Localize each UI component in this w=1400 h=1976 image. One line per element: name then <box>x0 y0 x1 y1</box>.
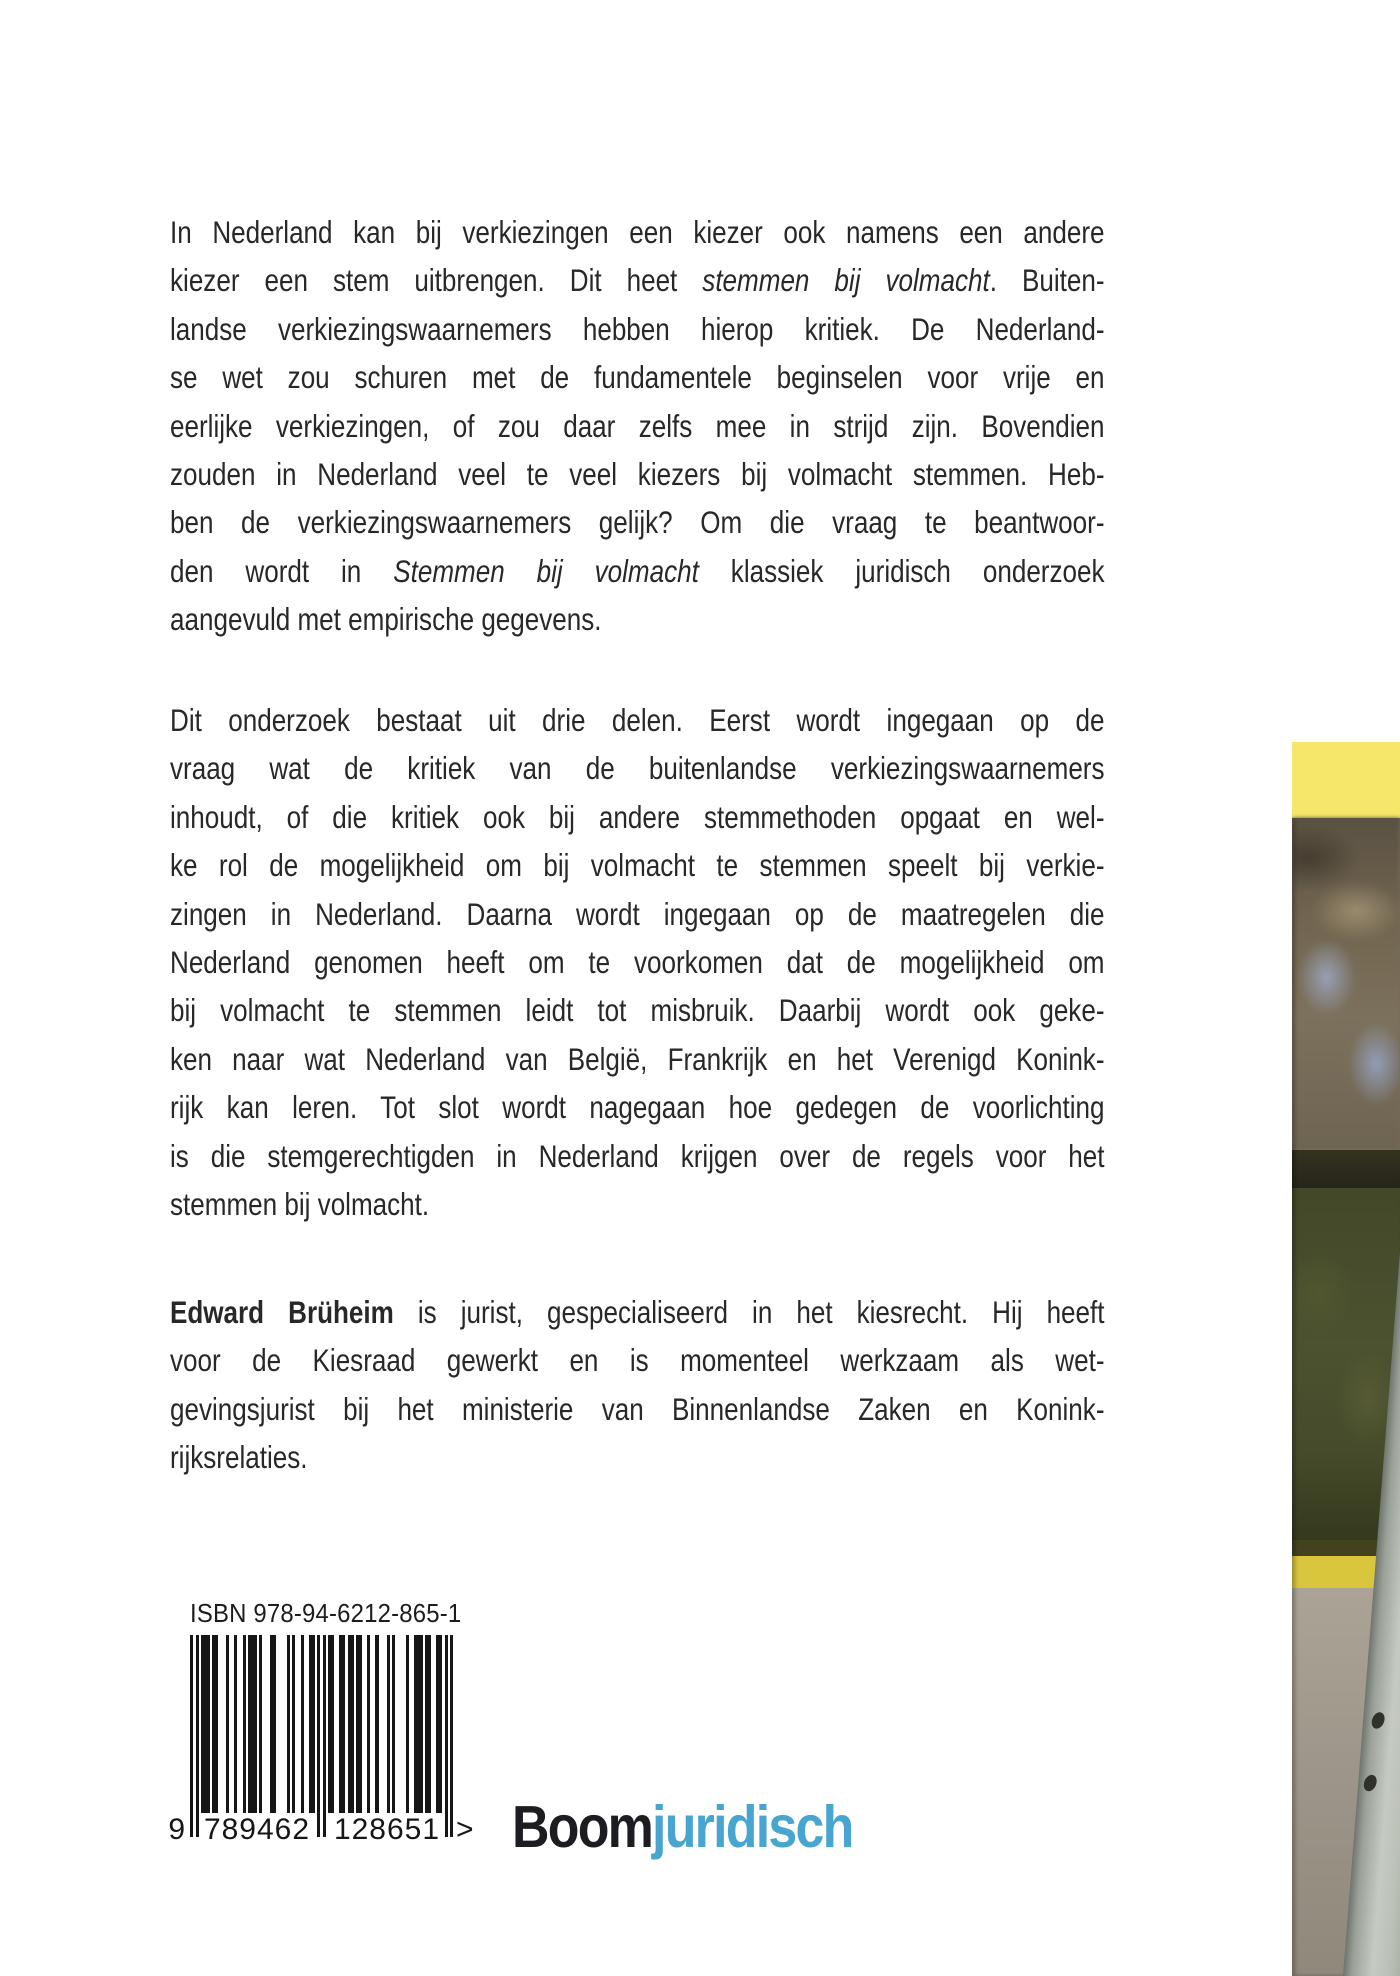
pole-bolt-hole <box>1361 1773 1379 1793</box>
yellow-accent-band <box>1292 742 1400 818</box>
blurb-paragraph-intro: In Nederland kan bij verkiezingen een kiezer ook namens een andere kiezer een stem uitbrengen. Dit heet stemmen bij volmacht. Buiten- landse verkiezingswaarnemers hebben hierop kritiek. De Nederland- se wet zou schuren met de fundamentele beginselen voor vrije en eerlijke verkiezingen, of zou daar zelfs mee in strijd zijn. Bovendien zouden in Nederland veel te veel kiezers bij volmacht stemmen. Heb- ben de verkiezingswaarnemers gelijk? Om die vraag te beantwoor- den wordt in Stemmen bij volmacht klassiek juridisch onderzoek aangevuld met empirische gegevens. <box>170 214 1105 638</box>
blurb-paragraph-author-bio: Edward Brüheim is jurist, gespecialiseerd in het kiesrecht. Hij heeft voor de Kiesraad gewerkt en is momenteel werkzaam als wet- gevingsjurist bij het ministerie van Binnenlandse Zaken en Konink- rijksrelaties. <box>170 1294 1105 1476</box>
cover-photo-strip <box>1292 742 1400 1976</box>
publisher-logo <box>512 1795 853 1859</box>
pole-bolt-hole <box>1369 1710 1387 1730</box>
isbn-label: ISBN 978-94-6212-865-1 <box>190 1598 462 1628</box>
barcode-right-group: 128651 <box>333 1813 441 1846</box>
barcode-first-digit: 9 <box>168 1813 185 1846</box>
ean13-barcode <box>190 1635 454 1837</box>
barcode-quiet-zone-arrow: > <box>456 1813 474 1846</box>
publisher-logo-boom: Boom <box>512 1794 653 1860</box>
publisher-logo-juridisch: juridisch <box>652 1794 853 1860</box>
barcode-left-group: 789462 <box>203 1813 311 1846</box>
blurb-paragraph-research: Dit onderzoek bestaat uit drie delen. Eerst wordt ingegaan op de vraag wat de kritiek van de buitenlandse verkiezingswaarnemers inhoudt, of die kritiek ook bij andere stemmethoden opgaat en wel- ke rol de mogelijkheid om bij volmacht te stemmen speelt bij verkie- zingen in Nederland. Daarna wordt ingegaan op de maatregelen die Nederland genomen heeft om te voorkomen dat de mogelijkheid om bij volmacht te stemmen leidt tot misbruik. Daarbij wordt ook geke- ken naar wat Nederland van België, Frankrijk en het Verenigd Konink- rijk kan leren. Tot slot wordt nagegaan hoe gedegen de voorlichting is die stemgerechtigden in Nederland krijgen over de regels voor het stemmen bij volmacht. <box>170 702 1105 1223</box>
